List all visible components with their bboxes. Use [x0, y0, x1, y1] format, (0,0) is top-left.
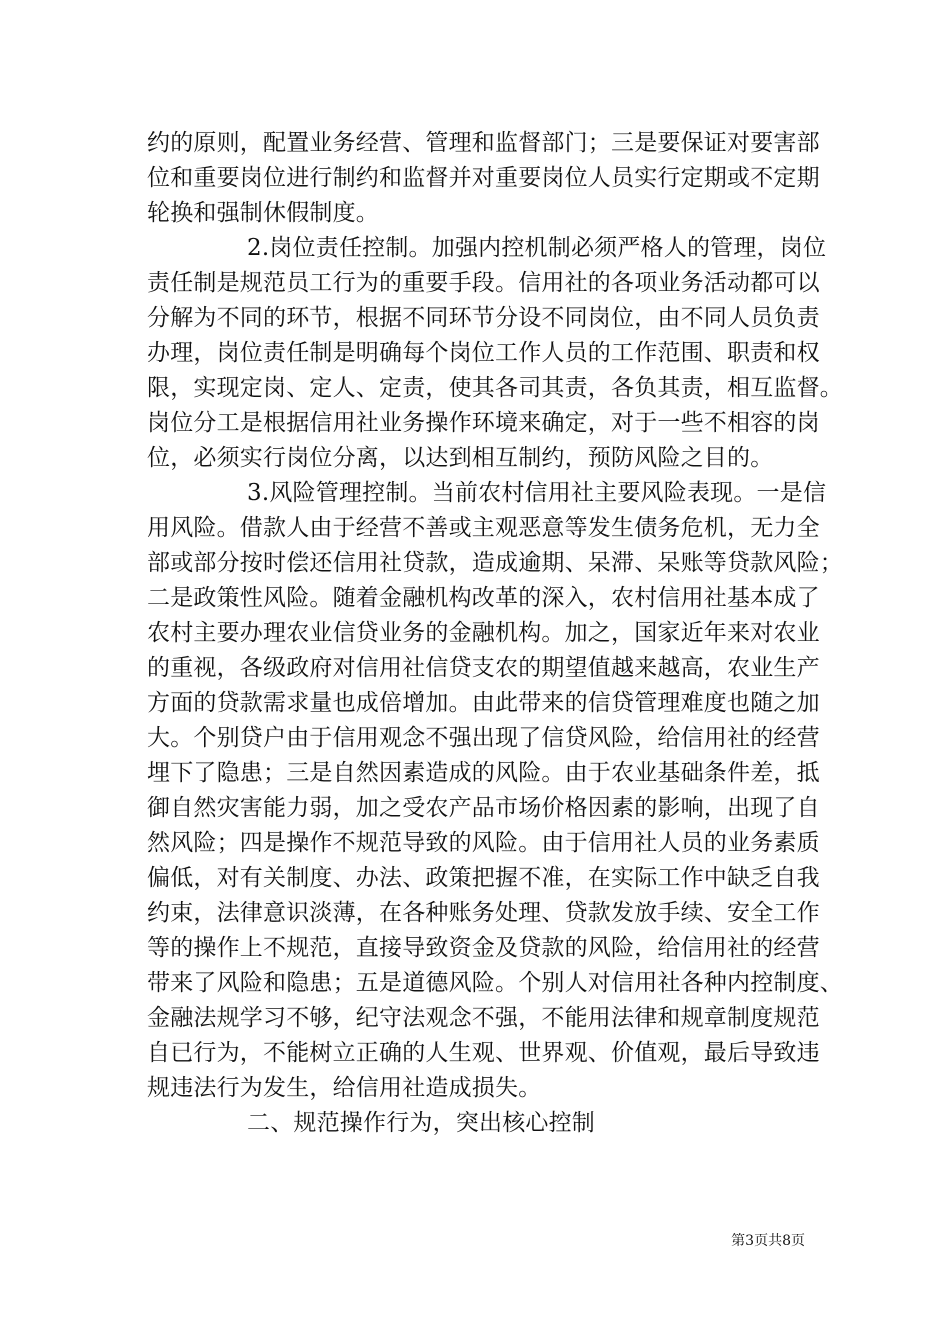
- text-line: 大。个别贷户由于信用观念不强出现了信贷风险，给信用社的经营: [147, 725, 820, 751]
- text-line: 约的原则，配置业务经营、管理和监督部门；三是要保证对要害部: [147, 130, 820, 156]
- text-line: 位，必须实行岗位分离，以达到相互制约，预防风险之目的。: [147, 445, 774, 471]
- text-line: 约束，法律意识淡薄，在各种账务处理、贷款发放手续、安全工作: [147, 900, 820, 926]
- text-line: 分解为不同的环节，根据不同环节分设不同岗位，由不同人员负责: [147, 305, 820, 331]
- text-line: 限，实现定岗、定人、定责，使其各司其责，各负其责，相互监督。: [147, 375, 843, 401]
- section-heading: 二、规范操作行为，突出核心控制: [247, 1110, 595, 1136]
- text-line: 埋下了隐患；三是自然因素造成的风险。由于农业基础条件差，抵: [147, 760, 820, 786]
- text-line: 偏低，对有关制度、办法、政策把握不准，在实际工作中缺乏自我: [147, 865, 820, 891]
- text-line: 的重视，各级政府对信用社信贷支农的期望值越来越高，农业生产: [147, 655, 820, 681]
- text-line: 等的操作上不规范，直接导致资金及贷款的风险，给信用社的经营: [147, 935, 820, 961]
- page-number-footer: 第3页共8页: [731, 1233, 805, 1249]
- text-line: 带来了风险和隐患；五是道德风险。个别人对信用社各种内控制度、: [147, 970, 843, 996]
- text-line: 用风险。借款人由于经营不善或主观恶意等发生债务危机，无力全: [147, 515, 820, 541]
- text-line: 位和重要岗位进行制约和监督并对重要岗位人员实行定期或不定期: [147, 165, 820, 191]
- paragraph-start-line: 2.岗位责任控制。加强内控机制必须严格人的管理，岗位: [247, 235, 827, 261]
- text-line: 办理，岗位责任制是明确每个岗位工作人员的工作范围、职责和权: [147, 340, 820, 366]
- text-line: 岗位分工是根据信用社业务操作环境来确定，对于一些不相容的岗: [147, 410, 820, 436]
- text-line: 御自然灾害能力弱，加之受农产品市场价格因素的影响，出现了自: [147, 795, 820, 821]
- text-line: 规违法行为发生，给信用社造成损失。: [147, 1075, 542, 1101]
- text-line: 轮换和强制休假制度。: [147, 200, 379, 226]
- text-line: 自已行为，不能树立正确的人生观、世界观、价值观，最后导致违: [147, 1040, 820, 1066]
- text-line: 农村主要办理农业信贷业务的金融机构。加之，国家近年来对农业: [147, 620, 820, 646]
- text-line: 金融法规学习不够，纪守法观念不强，不能用法律和规章制度规范: [147, 1005, 820, 1031]
- text-line: 然风险；四是操作不规范导致的风险。由于信用社人员的业务素质: [147, 830, 820, 856]
- paragraph-start-line: 3.风险管理控制。当前农村信用社主要风险表现。一是信: [247, 480, 827, 506]
- text-line: 责任制是规范员工行为的重要手段。信用社的各项业务活动都可以: [147, 270, 820, 296]
- text-line: 方面的贷款需求量也成倍增加。由此带来的信贷管理难度也随之加: [147, 690, 820, 716]
- text-line: 二是政策性风险。随着金融机构改革的深入，农村信用社基本成了: [147, 585, 820, 611]
- text-line: 部或部分按时偿还信用社贷款，造成逾期、呆滞、呆账等贷款风险；: [147, 550, 843, 576]
